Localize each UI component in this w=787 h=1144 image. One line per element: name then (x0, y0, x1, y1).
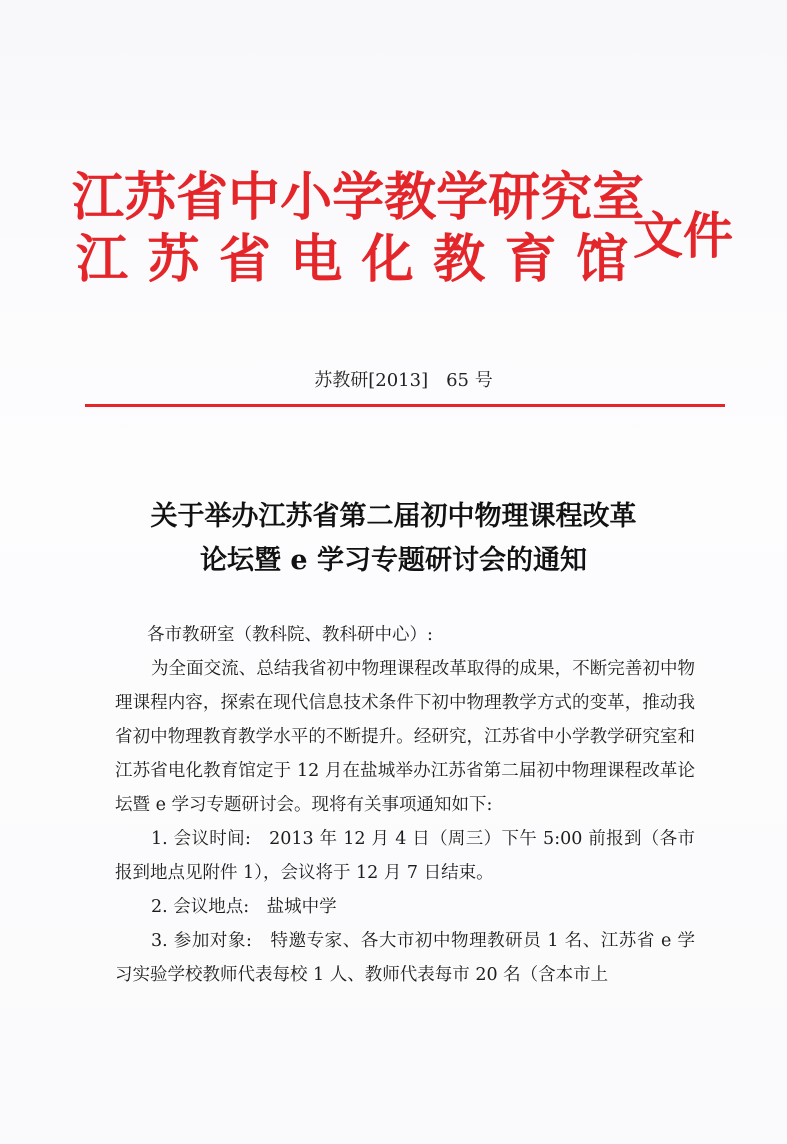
issuer-name-1 (72, 167, 645, 230)
issuer-2-char: 电 (290, 229, 343, 290)
item-meeting-location: 2. 会议地点: 盐城中学 (151, 897, 337, 917)
item-meeting-time: 1. 会议时间: 2013 年 12 月 4 日（周三）下午 5:00 前报到（各市报到地点见附件 1），会议将于 12 月 7 日结束。 (115, 829, 695, 883)
issuer-1-char: 学 (332, 167, 385, 228)
issuer-1-char: 室 (592, 167, 645, 228)
letterhead-suffix: 文件 (633, 206, 733, 265)
issuer-2-char: 教 (433, 229, 486, 290)
issuer-2-char: 馆 (575, 229, 628, 290)
issuer-1-char: 学 (436, 167, 489, 228)
issuer-1-char: 江 (72, 167, 125, 228)
issuer-2-char: 江 (75, 229, 128, 290)
document-body (115, 618, 695, 992)
issuer-2-char: 苏 (147, 229, 200, 290)
issuer-name-2 (72, 230, 632, 292)
red-divider-line (85, 404, 725, 407)
document-title (0, 495, 787, 583)
issuer-1-char: 省 (176, 167, 229, 228)
salutation: 各市教研室（教科院、教科研中心）: (147, 625, 433, 645)
issuer-1-char: 究 (540, 167, 593, 228)
document-number: 苏教研[2013] 65 号 (314, 370, 493, 391)
letterhead-issuers (72, 167, 645, 292)
issuer-1-char: 中 (228, 167, 281, 228)
issuer-1-char: 苏 (124, 167, 177, 228)
issuer-2-char: 省 (218, 229, 271, 290)
title-line-1: 关于举办江苏省第二届初中物理课程改革 (150, 501, 637, 532)
issuer-2-char: 化 (361, 229, 414, 290)
intro-paragraph: 为全面交流、总结我省初中物理课程改革取得的成果，不断完善初中物理课程内容，探索在现代信息技术条件下初中物理教学方式的变革，推动我省初中物理教育教学水平的不断提升。经研究，江苏省中小学教学研究室和江苏省电化教育馆定于 12 月在盐城举办江苏省第二届初中物理课程改革论坛暨 e 学习专题研讨会。现将有关事项通知如下: (115, 659, 695, 815)
issuer-1-char: 研 (488, 167, 541, 228)
issuer-1-char: 教 (384, 167, 437, 228)
item-participants: 3. 参加对象: 特邀专家、各大市初中物理教研员 1 名、江苏省 e 学习实验学校教师代表每校 1 人、教师代表每市 20 名（含本市上 (115, 931, 695, 985)
issuer-2-char: 育 (504, 229, 557, 290)
title-line-2: 论坛暨 e 学习专题研讨会的通知 (200, 545, 587, 576)
issuer-1-char: 小 (280, 167, 333, 228)
